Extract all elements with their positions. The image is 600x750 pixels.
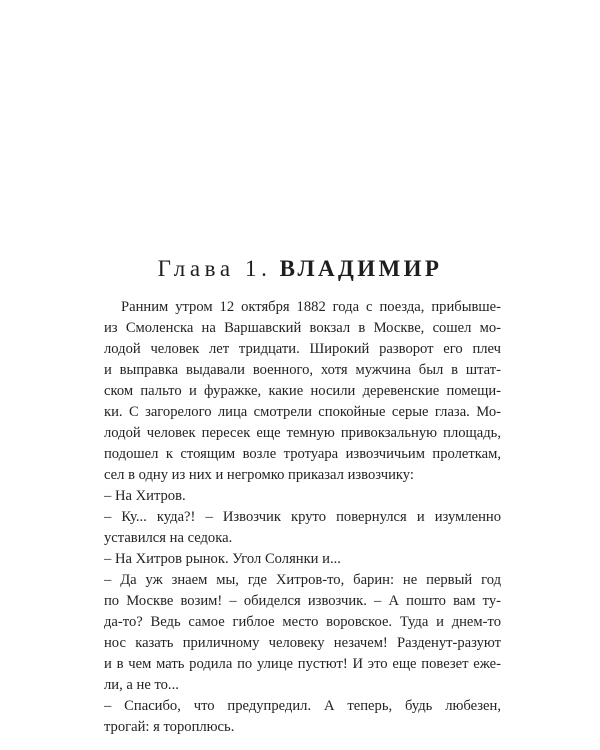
dialogue-line: – На Хитров рынок. Угол Солянки и... xyxy=(104,551,341,567)
text-line: да-то? Ведь самое гиблое место воровское. Туда и днем-то xyxy=(104,614,501,630)
text-line: лодой человек пересек еще темную привокзальную площадь, xyxy=(104,425,501,441)
text-line: по Москве возим! – обиделся извозчик. – А пошто вам ту- xyxy=(104,593,501,609)
dialogue-line: – Ку... куда?! – Извозчик круто повернулся и изумленно xyxy=(104,509,501,525)
text-line: лодой человек лет тридцати. Широкий разворот его плеч xyxy=(104,341,501,357)
chapter-body-text xyxy=(104,297,501,738)
text-line: ском пальто и фуражке, какие носили деревенские помещи- xyxy=(104,383,501,399)
text-line: ки. С загорелого лица смотрели спокойные серые глаза. Мо- xyxy=(104,404,501,420)
dialogue-line: – На Хитров. xyxy=(104,488,186,504)
chapter-number: Глава 1. xyxy=(157,256,272,281)
chapter-name: ВЛАДИМИР xyxy=(279,256,443,281)
text-line: уставился на седока. xyxy=(104,530,233,546)
text-line: трогай: я тороплюсь. xyxy=(104,719,235,735)
text-line: из Смоленска на Варшавский вокзал в Москве, сошел мо- xyxy=(104,320,501,336)
text-line: и выправка выдавали военного, хотя мужчина был в штат- xyxy=(104,362,501,378)
text-line: подошел к стоящим возле тротуара извозчичьим пролеткам, xyxy=(104,446,501,462)
text-line: сел в одну из них и негромко приказал извозчику: xyxy=(104,467,414,483)
text-line: Ранним утром 12 октября 1882 года с поезда, прибывше- xyxy=(121,299,501,315)
text-line: и в чем мать родила по улице пустют! И это еще повезет еже- xyxy=(104,656,501,672)
text-line: нос казать приличному человеку незачем! Разденут-разуют xyxy=(104,635,501,651)
dialogue-line: – Да уж знаем мы, где Хитров-то, барин: не первый год xyxy=(104,572,501,588)
text-line: ли, а не то... xyxy=(104,677,179,693)
chapter-title xyxy=(0,256,600,282)
dialogue-line: – Спасибо, что предупредил. А теперь, будь любезен, xyxy=(104,698,501,714)
